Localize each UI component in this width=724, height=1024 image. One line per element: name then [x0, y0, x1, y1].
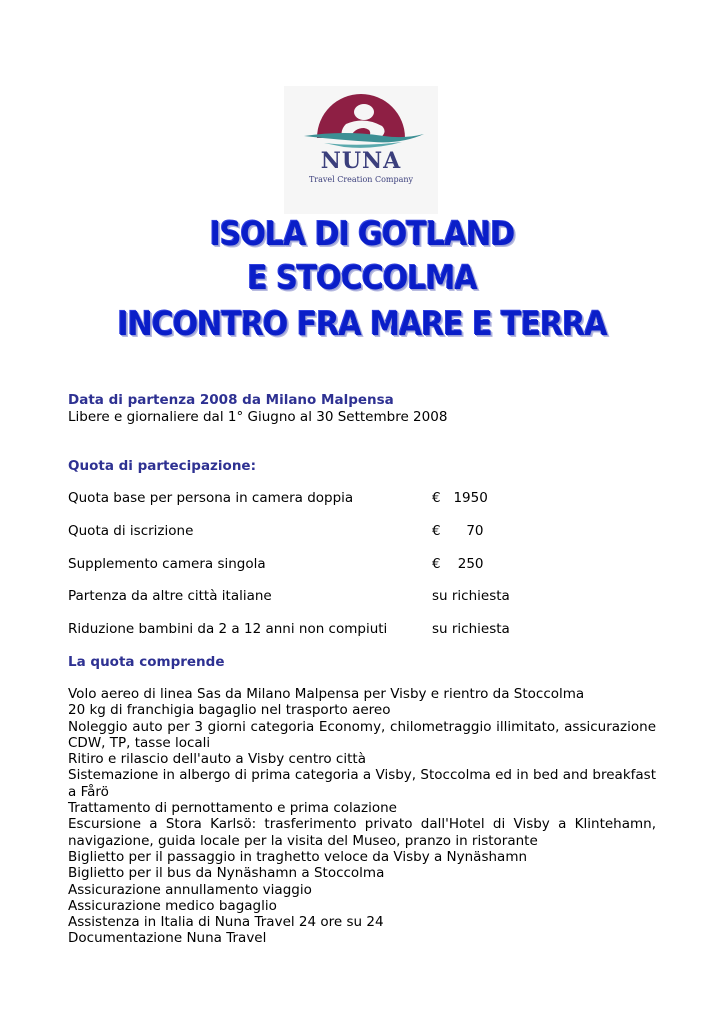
price-row-label: Quota di iscrizione	[68, 523, 194, 539]
nuna-logo	[284, 86, 438, 214]
price-row-label: Quota base per persona in camera doppia	[68, 490, 354, 506]
includes-list	[68, 686, 656, 947]
includes-heading: La quota comprende	[68, 654, 225, 670]
quota-heading: Quota di partecipazione:	[68, 458, 256, 474]
title-line-2: E STOCCOLMA	[247, 259, 477, 298]
logo-name: NUNA	[320, 148, 402, 174]
price-row-value: € 70	[432, 523, 484, 539]
list-item: Assistenza in Italia di Nuna Travel 24 ore su 24	[68, 914, 384, 931]
list-item: Trattamento di pernottamento e prima colazione	[68, 800, 397, 817]
list-item: Ritiro e rilascio dell'auto a Visby centro città	[68, 751, 366, 768]
list-item: Assicurazione medico bagaglio	[68, 897, 277, 914]
price-row-label: Partenza da altre città italiane	[68, 588, 272, 604]
list-item: Biglietto per il bus da Nynäshamn a Stoccolma	[68, 865, 385, 882]
list-item: Noleggio auto per 3 giorni categoria Economy, chilometraggio illimitato, assicurazione CDW, TP, tasse locali	[68, 718, 656, 751]
price-row-label: Riduzione bambini da 2 a 12 anni non compiuti	[68, 621, 388, 637]
list-item: Documentazione Nuna Travel	[68, 930, 267, 947]
list-item: Escursione a Stora Karlsö: trasferimento privato dall'Hotel di Visby a Klintehamn, navigazione, guida locale per la visita del Museo, pranzo in ristorante	[68, 816, 656, 849]
list-item: Sistemazione in albergo di prima categoria a Visby, Stoccolma ed in bed and breakfast a Fårö	[68, 767, 656, 800]
title-line-3: INCONTRO FRA MARE E TERRA	[117, 305, 607, 344]
title-line-1: ISOLA DI GOTLAND	[209, 215, 515, 254]
price-row-value: € 1950	[432, 490, 488, 506]
price-row-label: Supplemento camera singola	[68, 556, 266, 572]
price-row-value: su richiesta	[432, 588, 510, 604]
departure-text: Libere e giornaliere dal 1° Giugno al 30 Settembre 2008	[68, 409, 448, 425]
logo-tagline: Travel Creation Company	[308, 175, 414, 184]
list-item: Volo aereo di linea Sas da Milano Malpensa per Visby e rientro da Stoccolma	[68, 686, 585, 702]
price-row-value: su richiesta	[432, 621, 510, 637]
list-item: 20 kg di franchigia bagaglio nel trasporto aereo	[68, 702, 391, 719]
list-item: Biglietto per il passaggio in traghetto veloce da Visby a Nynäshamn	[68, 848, 528, 865]
departure-heading: Data di partenza 2008 da Milano Malpensa	[68, 392, 394, 408]
price-row-value: € 250	[432, 556, 484, 572]
list-item: Assicurazione annullamento viaggio	[68, 881, 312, 898]
